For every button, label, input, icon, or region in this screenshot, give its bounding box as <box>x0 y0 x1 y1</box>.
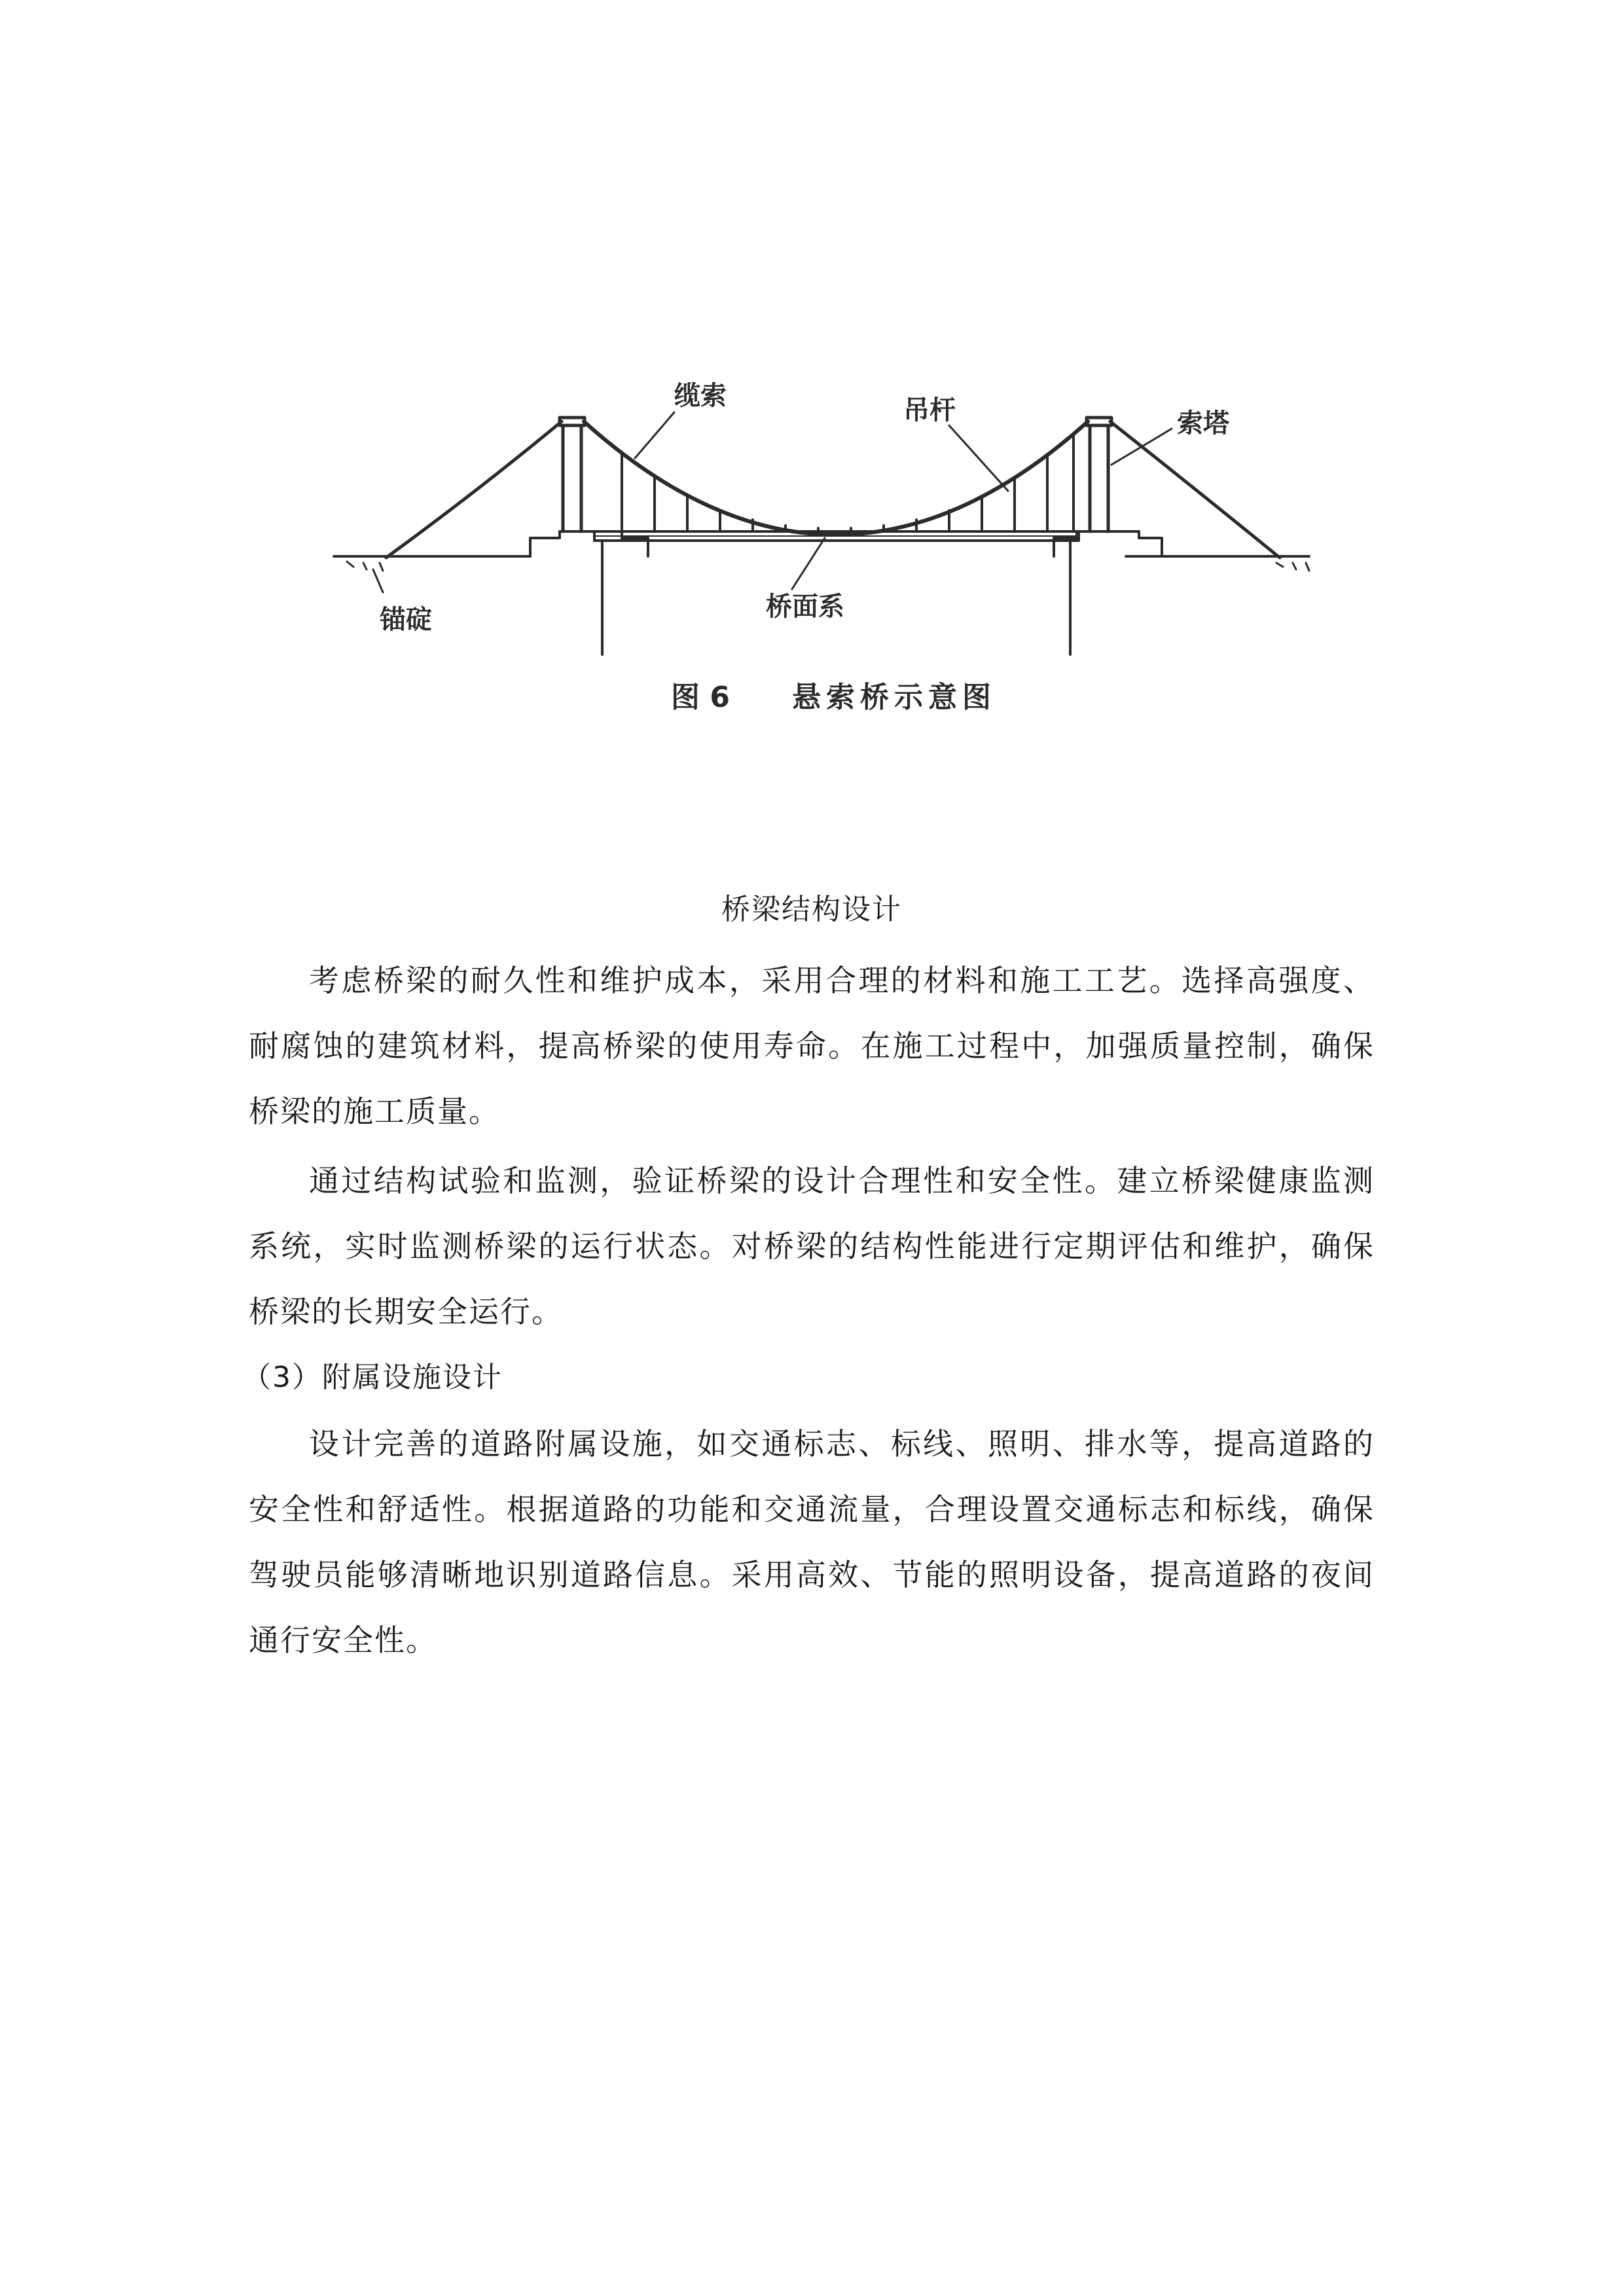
left-tower <box>560 418 585 531</box>
suspension-bridge-figure <box>281 367 1355 759</box>
leader-main-cable <box>635 412 674 458</box>
right-backstay <box>1110 422 1280 558</box>
body-text <box>242 890 1375 1677</box>
section-title: 桥梁结构设计 <box>721 893 902 926</box>
leader-anchorage <box>373 569 383 592</box>
figure-caption-title: 悬索桥示意图 <box>792 681 996 714</box>
figure-caption-number: 图 6 <box>671 681 730 714</box>
right-anchorage <box>1276 563 1309 571</box>
leader-deck <box>792 538 825 589</box>
paragraph-durability: 考虑桥梁的耐久性和维护成本，采用合理的材料和施工工艺。选择高强度、耐腐蚀的建筑材料，提高桥梁的使用寿命。在施工过程中，加强质量控制，确保桥梁的施工质量。 <box>249 963 1375 1129</box>
suspension-bridge-diagram <box>281 367 1355 759</box>
leader-tower <box>1111 429 1172 465</box>
paragraph-monitoring: 通过结构试验和监测，验证桥梁的设计合理性和安全性。建立桥梁健康监测系统，实时监测桥梁的运行状态。对桥梁的结构性能进行定期评估和维护，确保桥梁的长期安全运行。 <box>249 1163 1375 1329</box>
leader-hanger <box>949 425 1008 491</box>
right-tower <box>1087 418 1111 531</box>
label-deck: 桥面系 <box>766 592 844 622</box>
label-hanger: 吊杆 <box>903 395 956 425</box>
left-pier-base <box>530 531 648 556</box>
left-anchorage <box>347 562 383 571</box>
subheading-ancillary: （3）附属设施设计 <box>242 1361 503 1394</box>
paragraph-ancillary: 设计完善的道路附属设施，如交通标志、标线、照明、排水等，提高道路的安全性和舒适性。根据道路的功能和交通流量，合理设置交通标志和标线，确保驾驶员能够清晰地识别道路信息。采用高效、节能的照明设备，提高道路的夜间通行安全性。 <box>249 1426 1375 1658</box>
main-cable <box>584 422 1088 535</box>
label-tower: 索塔 <box>1177 408 1229 439</box>
label-main-cable: 缆索 <box>674 381 727 411</box>
label-anchorage: 锚碇 <box>380 605 432 635</box>
